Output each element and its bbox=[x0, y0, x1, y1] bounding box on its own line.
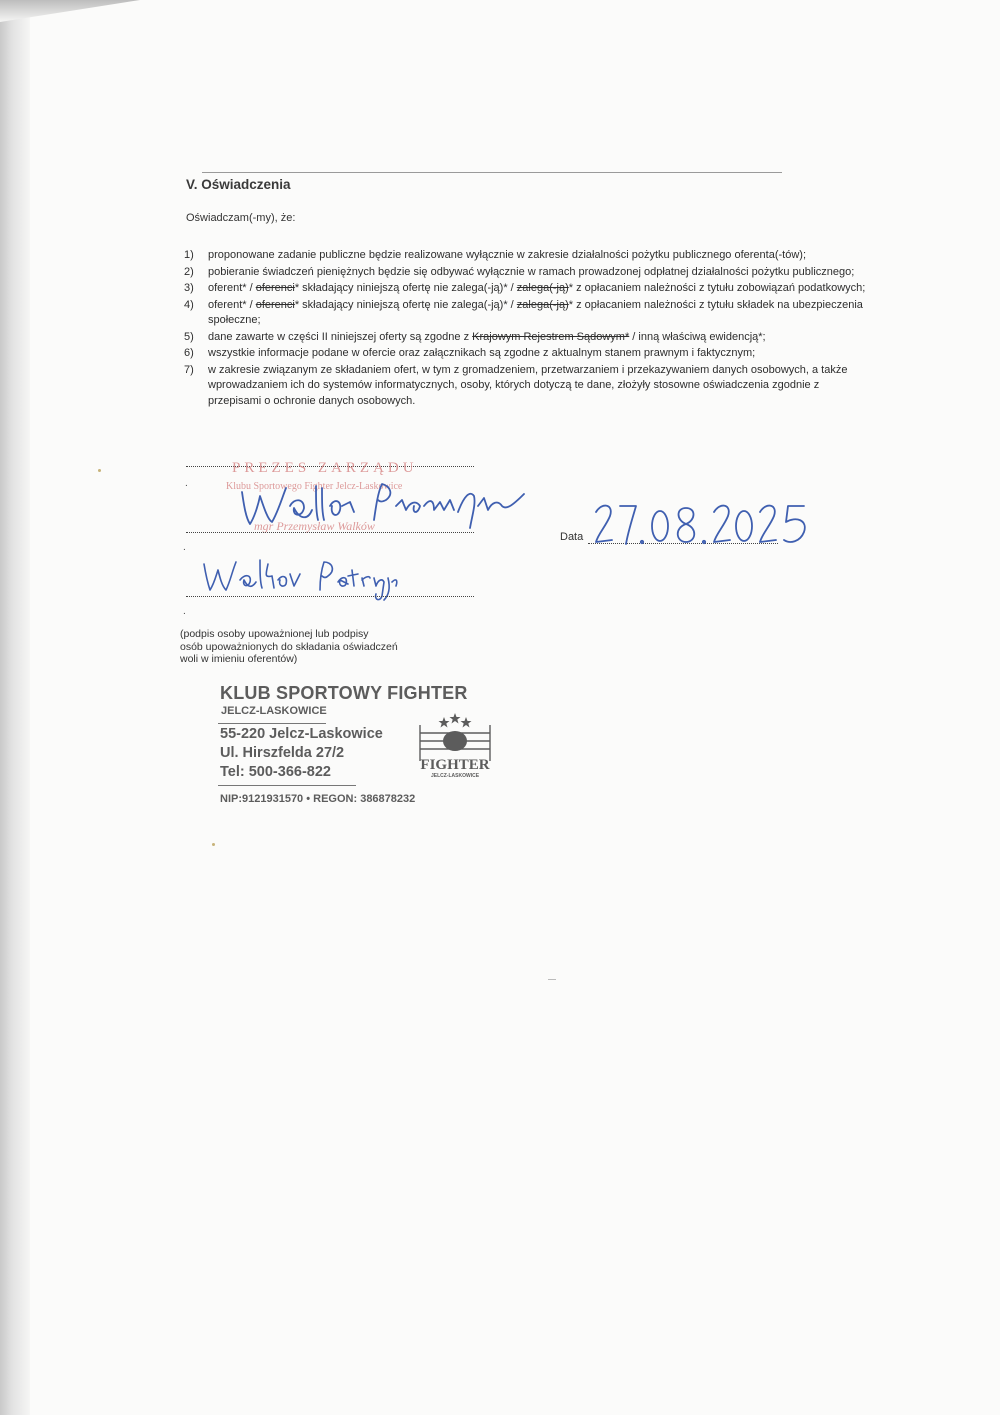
handwritten-date bbox=[592, 498, 822, 554]
section-title: V. Oświadczenia bbox=[186, 177, 291, 192]
statement-text-part: oferent* / bbox=[208, 282, 256, 294]
struck-text: zalega(-ją) bbox=[516, 298, 569, 311]
scan-speck bbox=[98, 469, 101, 472]
statement-number: 6) bbox=[184, 347, 194, 359]
stamp-divider-1 bbox=[218, 723, 326, 724]
statement-text-part: oferent* / bbox=[208, 298, 256, 311]
statement-text bbox=[208, 298, 870, 329]
statement-item bbox=[184, 346, 870, 362]
statement-number: 4) bbox=[184, 298, 194, 311]
struck-text: zalega(-ją) bbox=[516, 282, 569, 294]
signature-line-3 bbox=[186, 596, 474, 597]
statement-text-part: * z opłacaniem należności z tytułu zobowiązań podatkowych; bbox=[568, 282, 866, 294]
signature-line-2 bbox=[186, 532, 474, 533]
scan-speck bbox=[548, 979, 556, 980]
date-label: Data bbox=[560, 531, 584, 543]
club-nip-regon: NIP:9121931570 • REGON: 386878232 bbox=[220, 793, 416, 805]
statement-text bbox=[208, 248, 870, 264]
statement-number: 5) bbox=[184, 330, 194, 343]
statement-text bbox=[208, 330, 870, 346]
struck-text: oferenci bbox=[255, 282, 295, 294]
statement-item bbox=[184, 281, 870, 297]
statement-text bbox=[208, 281, 870, 297]
statement-text bbox=[208, 363, 870, 410]
club-phone: Tel: 500-366-822 bbox=[220, 764, 331, 780]
scan-speck bbox=[212, 843, 215, 846]
statement-item bbox=[184, 298, 870, 329]
club-city: JELCZ-LASKOWICE bbox=[221, 705, 327, 717]
statement-text-part: / inną właściwą ewidencją*; bbox=[629, 330, 766, 343]
statement-text-part: * składający niniejszą ofertę nie zalega(-ją)* / bbox=[294, 282, 517, 294]
stamp-divider-2 bbox=[218, 785, 356, 786]
signature-caption bbox=[180, 628, 398, 666]
bullet-1: . bbox=[185, 478, 188, 489]
caption-line-1: (podpis osoby upoważnionej lub podpisy bbox=[180, 628, 369, 640]
statement-number: 1) bbox=[184, 249, 194, 261]
club-street: Ul. Hirszfelda 27/2 bbox=[220, 745, 345, 761]
club-stamp bbox=[218, 683, 508, 813]
statement-item bbox=[184, 330, 870, 346]
red-stamp-name: mgr Przemysław Walków bbox=[254, 519, 375, 533]
red-stamp-subtitle: Klubu Sportowego Fighter Jelcz-Laskowice bbox=[226, 481, 403, 492]
statement-number: 2) bbox=[184, 265, 194, 278]
logo-subtext: JELCZ-LASKOWICE bbox=[430, 773, 480, 779]
fighter-logo-icon bbox=[414, 711, 496, 779]
caption-line-3: woli w imieniu oferentów) bbox=[180, 653, 298, 665]
statement-text-part: w zakresie związanym ze składaniem ofert, w tym z gromadzeniem, przetwarzaniem i przekazywaniem danych osobowych, a także wprowadzaniem ich do systemów informatycznych, osoby, których dotyczą te dane, złożyły stosowne oświadczenia zgodnie z przepisami o ochronie danych osobowych. bbox=[208, 363, 848, 407]
scan-shadow-edge bbox=[0, 0, 30, 1415]
logo-text: FIGHTER bbox=[420, 757, 490, 773]
statement-text-part: * składający niniejszą ofertę nie zalega(-ją)* / bbox=[294, 298, 517, 311]
scan-shadow-corner bbox=[0, 0, 140, 22]
statement-text-part: proponowane zadanie publiczne będzie realizowane wyłącznie w zakresie działalności pożytku publicznego oferenta(-tów); bbox=[208, 249, 807, 261]
club-zip-city: 55-220 Jelcz-Laskowice bbox=[220, 726, 383, 742]
club-name: KLUB SPORTOWY FIGHTER bbox=[220, 683, 468, 703]
statement-text-part: pobieranie świadczeń pieniężnych będzie się odbywać wyłącznie w ramach prowadzonej odpłatnej działalności pożytku publicznego; bbox=[208, 265, 855, 278]
statement-number: 3) bbox=[184, 282, 194, 294]
handwritten-signature-1 bbox=[234, 476, 534, 536]
caption-line-2: osób upoważnionych do składania oświadczeń bbox=[180, 640, 398, 653]
statement-text-part: * z opłacaniem należności z tytułu składek na ubezpieczenia społeczne; bbox=[208, 298, 863, 326]
statement-text bbox=[208, 265, 870, 281]
red-stamp-title: PREZES ZARZĄDU bbox=[232, 460, 418, 476]
bullet-2: . bbox=[183, 542, 186, 553]
statement-item bbox=[184, 363, 870, 410]
struck-text: oferenci bbox=[255, 298, 295, 311]
bullet-3: . bbox=[183, 606, 186, 617]
struck-text: Krajowym Rejestrem Sądowym* bbox=[472, 330, 630, 343]
statement-number: 7) bbox=[184, 363, 194, 376]
statements-list bbox=[184, 248, 870, 410]
statement-item bbox=[184, 248, 870, 264]
statement-text-part: wszystkie informacje podane w ofercie oraz załącznikach są zgodne z aktualnym stanem prawnym i faktycznym; bbox=[208, 347, 756, 359]
statement-item bbox=[184, 265, 870, 281]
intro-text: Oświadczam(-my), że: bbox=[186, 212, 296, 224]
top-divider bbox=[202, 172, 782, 173]
statement-text-part: dane zawarte w części II niniejszej oferty są zgodne z bbox=[208, 330, 473, 343]
statement-text bbox=[208, 346, 870, 362]
